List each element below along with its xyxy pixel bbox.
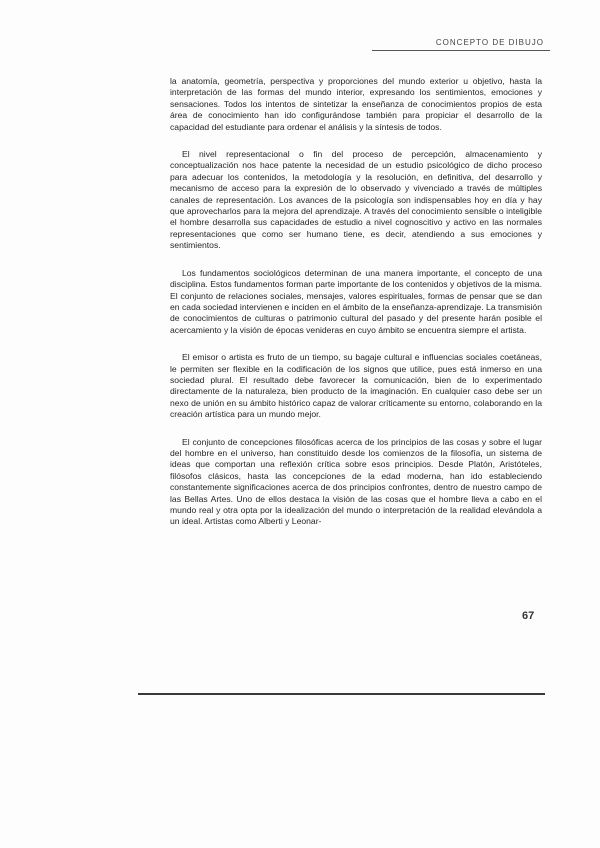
paragraph-3: Los fundamentos sociológicos determinan de una manera importante, el concepto de una disciplina. Estos fundamentos forman parte importante de los contenidos y objetivos de la misma. El conjunto de relaciones sociales, mensajes, valores espirituales, formas de pensar que se dan en cada sociedad intervienen e inciden en el ámbito de la enseñanza-aprendizaje. La transmisión de conocimientos de culturas o patrimonio cultural del pasado y del presente harán posible el acercamiento y la visión de épocas venideras en cuyo ámbito se encuentra siempre el artista.: [170, 267, 542, 335]
page-number: 67: [522, 610, 535, 622]
header-rule: [372, 50, 550, 51]
paragraph-5: El conjunto de concepciones filosóficas acerca de los principios de las cosas y sobre el lugar del hombre en el universo, han constituido desde los comienzos de la filosofía, un sistema de ideas que comportan una reflexión crítica sobre esos principios. Desde Platón, Aristóteles, filósofos clásicos, hasta las concepciones de la edad moderna, han ido estableciendo constantemente significaciones acerca de dos principios confrontes, dentro de nuestro campo de las Bellas Artes. Uno de ellos destaca la visión de las cosas que el hombre lleva a cabo en el mundo real y otra opta por la idealización del mundo o interpretación de la realidad elevándola a un ideal. Artistas como Alberti y Leonar-: [170, 436, 542, 527]
paragraph-1: la anatomía, geometría, perspectiva y proporciones del mundo exterior u objetivo, hasta la interpretación de las formas del mundo interior, expresando los sentimientos, emociones y sensaciones. Todos los intentos de sintetizar la enseñanza de conocimientos propios de esta área de conocimiento han ido configurándose también para propiciar el desarrollo de la capacidad del estudiante para ordenar el análisis y la síntesis de todos.: [170, 76, 542, 132]
paragraph-4: El emisor o artista es fruto de un tiempo, su bagaje cultural e influencias sociales coetáneas, le permiten ser flexible en la codificación de los signos que utilice, pues está inmerso en una sociedad plural. El resultado debe favorecer la comunicación, bien de lo experimentado directamente de la naturaleza, bien producto de la imaginación. En cualquier caso debe ser un nexo de unión en su ámbito histórico capaz de valorar críticamente su entorno, colaborando en la creación artística para un mundo mejor.: [170, 352, 542, 420]
running-head: CONCEPTO DE DIBUJO: [435, 38, 544, 47]
footer-rule: [138, 693, 545, 695]
paragraph-2: El nivel representacional o fin del proceso de percepción, almacenamiento y conceptualización nos hace patente la necesidad de un estudio psicológico de dicho proceso para adecuar los contenidos, la metodología y la resolución, en definitiva, del desarrollo y mecanismo de acceso para la expresión de lo observado y vivenciado a través de múltiples canales de representación. Los avances de la psicología son indispensables hoy en día y hay que aprovecharlos para la mejora del aprendizaje. A través del conocimiento sensible o inteligible el hombre desarrolla sus capacidades de estudio a nivel cognoscitivo y activo en las normales representaciones que como ser humano tiene, es decir, atendiendo a sus emociones y sentimientos.: [170, 149, 542, 251]
body-text: [170, 76, 542, 544]
